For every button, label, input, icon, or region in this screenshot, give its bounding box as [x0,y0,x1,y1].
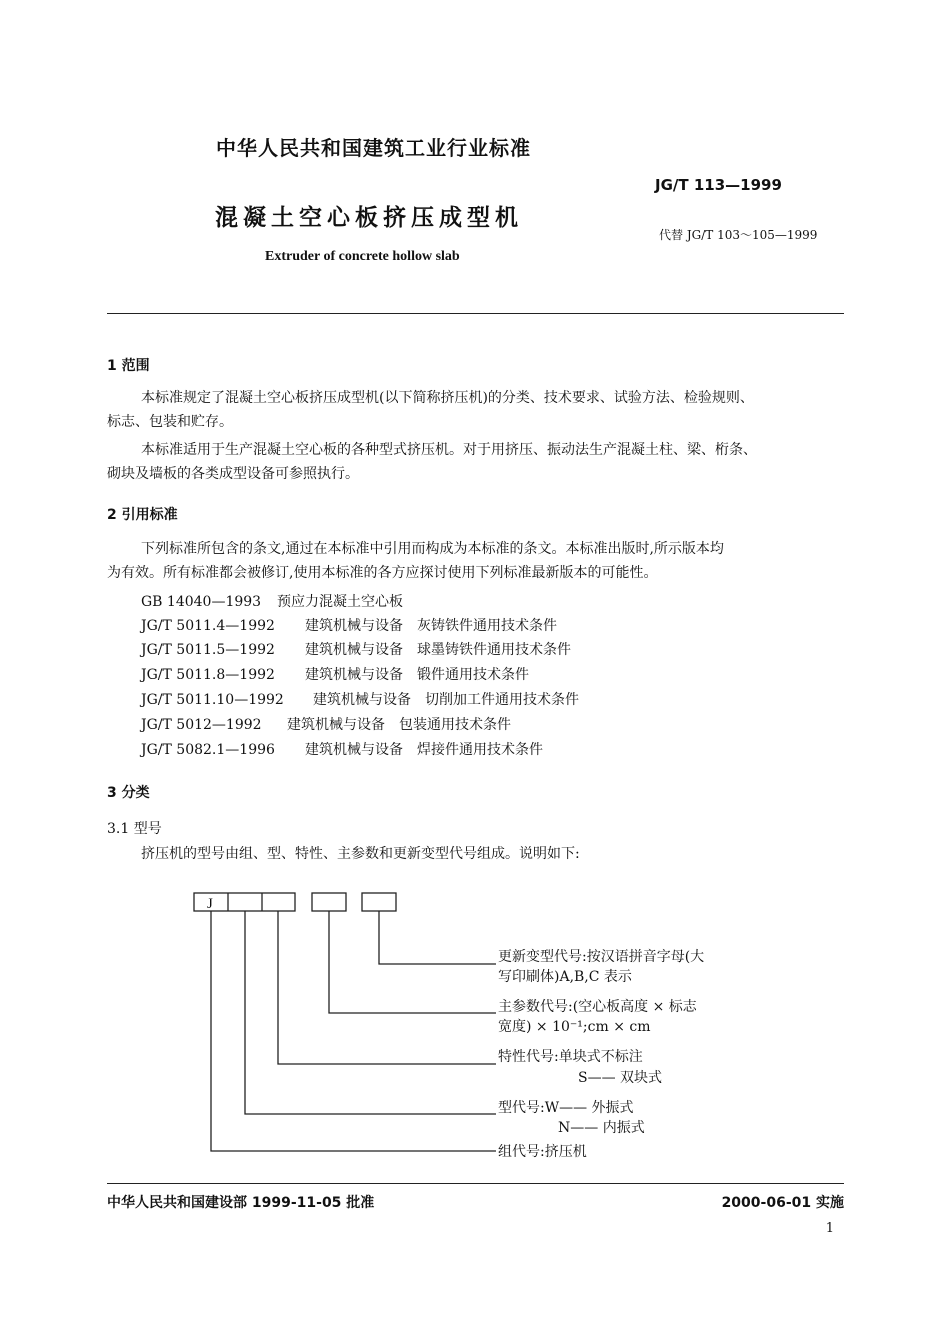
section-2-para-line-2: 为有效。所有标准都会被修订,使用本标准的各方应探讨使用下列标准最新版本的可能性。 [107,565,658,581]
section-1-para-1-line-1: 本标准规定了混凝土空心板挤压成型机(以下简称挤压机)的分类、技术要求、试验方法、检验规则、 [141,390,754,406]
label-feature-line-1: 特性代号:单块式不标注 [498,1049,643,1065]
section-2-para-line-1: 下列标准所包含的条文,通过在本标准中引用而构成为本标准的条文。本标准出版时,所示版本均 [141,541,724,557]
section-1-para-2-line-2: 砌块及墙板的各类成型设备可参照执行。 [107,466,359,482]
leader-group [211,911,496,1151]
section-1-para-2-line-1: 本标准适用于生产混凝土空心板的各种型式挤压机。对于用挤压、振动法生产混凝土柱、梁、桁条、 [141,442,757,458]
replaces-note: 代替 JG/T 103～105—1999 [659,228,818,242]
reference-title: 建筑机械与设备 锻件通用技术条件 [305,667,529,683]
label-type-line-2: N—— 内振式 [558,1120,645,1136]
label-type-line-1: 型代号:W—— 外振式 [498,1100,634,1116]
label-param-line-2: 宽度) × 10⁻¹;cm × cm [498,1019,651,1035]
page-number: 1 [825,1221,834,1236]
reference-title: 建筑机械与设备 包装通用技术条件 [287,717,511,733]
effective-date: 2000-06-01 实施 [721,1195,844,1211]
section-3-heading: 3 分类 [107,785,150,801]
section-1-heading: 1 范围 [107,358,150,374]
document-title-cn: 混凝土空心板挤压成型机 [215,205,523,231]
leader-update [379,911,496,964]
footer-divider [107,1183,844,1184]
code-box-letter: J [207,896,213,912]
reference-code: JG/T 5011.10—1992 [141,692,284,708]
section-2-heading: 2 引用标准 [107,507,178,523]
reference-title: 建筑机械与设备 焊接件通用技术条件 [305,742,543,758]
label-update-line-2: 写印刷体)A,B,C 表示 [498,969,632,985]
reference-title: 预应力混凝土空心板 [277,594,403,610]
reference-code: JG/T 5011.4—1992 [141,618,275,634]
document-title-en: Extruder of concrete hollow slab [265,249,460,264]
label-group: 组代号:挤压机 [498,1144,587,1160]
section-3-1-intro: 挤压机的型号由组、型、特性、主参数和更新变型代号组成。说明如下: [141,846,580,862]
leader-feature [278,911,496,1064]
approval-note: 中华人民共和国建设部 1999-11-05 批准 [107,1195,375,1211]
reference-code: GB 14040—1993 [141,594,262,610]
section-1-para-1-line-2: 标志、包装和贮存。 [107,414,233,430]
issuing-standard-title: 中华人民共和国建筑工业行业标准 [216,136,531,160]
reference-title: 建筑机械与设备 灰铸铁件通用技术条件 [305,618,557,634]
reference-code: JG/T 5012—1992 [141,717,262,733]
reference-code: JG/T 5011.8—1992 [141,667,275,683]
reference-code: JG/T 5082.1—1996 [141,742,275,758]
label-update-line-1: 更新变型代号:按汉语拼音字母(大 [498,949,705,965]
reference-title: 建筑机械与设备 球墨铸铁件通用技术条件 [305,642,571,658]
code-box-update [362,893,396,911]
reference-title: 建筑机械与设备 切削加工件通用技术条件 [313,692,579,708]
code-box-param [312,893,346,911]
section-3-1-heading: 3.1 型号 [107,821,162,837]
reference-code: JG/T 5011.5—1992 [141,642,275,658]
label-param-line-1: 主参数代号:(空心板高度 × 标志 [498,999,697,1015]
label-feature-line-2: S—— 双块式 [578,1070,663,1086]
leader-param [329,911,496,1013]
standard-number: JG/T 113—1999 [655,176,782,194]
